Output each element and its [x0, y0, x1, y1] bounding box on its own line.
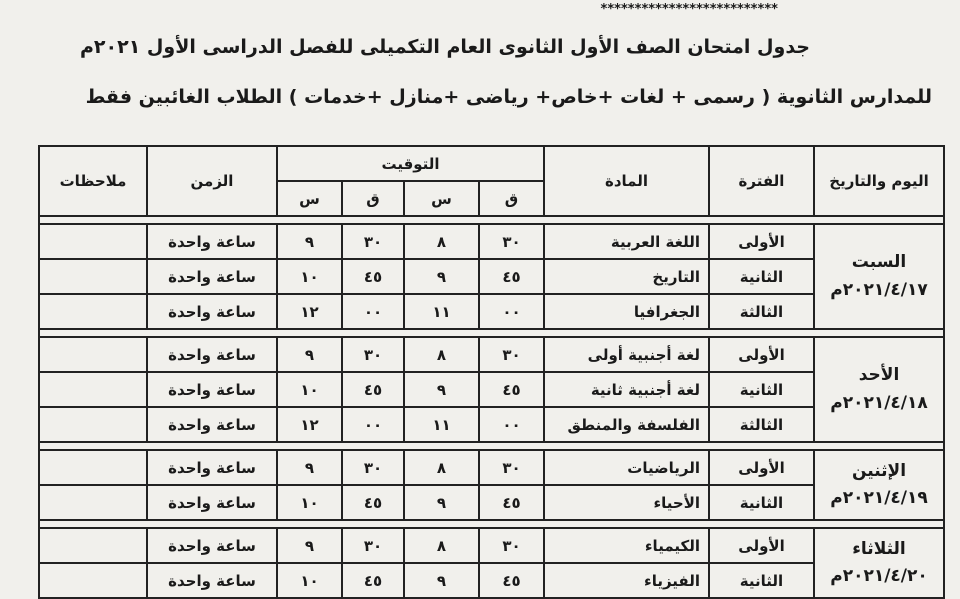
- minute-start-cell: ٤٥: [479, 563, 544, 598]
- header-day-date: اليوم والتاريخ: [814, 146, 944, 216]
- header-timing: التوقيت: [277, 146, 544, 181]
- hour-start-cell: ٨: [404, 337, 479, 372]
- hour-end-cell: ١٠: [277, 563, 342, 598]
- header-minute-start: ق: [479, 181, 544, 216]
- day-date: ٢٠٢١/٤/٢٠م: [830, 566, 928, 586]
- period-cell: الثالثة: [709, 407, 814, 442]
- hour-start-cell: ٩: [404, 372, 479, 407]
- notes-cell: [39, 294, 147, 329]
- subject-cell: الكيمياء: [544, 528, 709, 563]
- day-name: السبت: [851, 252, 907, 273]
- header-subject: المادة: [544, 146, 709, 216]
- table-row: [39, 337, 944, 372]
- minute-end-cell: ٤٥: [342, 563, 404, 598]
- notes-cell: [39, 450, 147, 485]
- minute-end-cell: ٤٥: [342, 372, 404, 407]
- subject-cell: الرياضيات: [544, 450, 709, 485]
- notes-cell: [39, 485, 147, 520]
- duration-cell: ساعة واحدة: [147, 528, 277, 563]
- duration-cell: ساعة واحدة: [147, 485, 277, 520]
- subject-cell: لغة أجنبية ثانية: [544, 372, 709, 407]
- day-name: الإثنين: [851, 460, 907, 481]
- notes-cell: [39, 563, 147, 598]
- table-row: [39, 294, 944, 329]
- duration-cell: ساعة واحدة: [147, 259, 277, 294]
- notes-cell: [39, 528, 147, 563]
- stars-line: **************************: [600, 2, 778, 17]
- day-date-cell: [814, 224, 944, 329]
- table-row: [39, 372, 944, 407]
- minute-end-cell: ٣٠: [342, 224, 404, 259]
- table-row: [39, 563, 944, 598]
- minute-end-cell: ٠٠: [342, 294, 404, 329]
- hour-end-cell: ٩: [277, 224, 342, 259]
- hour-start-cell: ٨: [404, 224, 479, 259]
- page-subtitle: للمدارس الثانوية ( رسمى + لغات +خاص+ رياضى +منازل +خدمات ) الطلاب الغائبين فقط: [85, 86, 932, 108]
- period-cell: الثالثة: [709, 294, 814, 329]
- header-hour-start: س: [404, 181, 479, 216]
- minute-start-cell: ٤٥: [479, 485, 544, 520]
- day-date-cell: [814, 528, 944, 598]
- notes-cell: [39, 224, 147, 259]
- minute-start-cell: ٣٠: [479, 224, 544, 259]
- hour-start-cell: ٩: [404, 259, 479, 294]
- minute-end-cell: ٠٠: [342, 407, 404, 442]
- hour-end-cell: ١٠: [277, 372, 342, 407]
- subject-cell: لغة أجنبية أولى: [544, 337, 709, 372]
- minute-start-cell: ٤٥: [479, 372, 544, 407]
- minute-start-cell: ٣٠: [479, 528, 544, 563]
- table-row: [39, 528, 944, 563]
- hour-end-cell: ١٠: [277, 259, 342, 294]
- duration-cell: ساعة واحدة: [147, 563, 277, 598]
- subject-cell: الأحياء: [544, 485, 709, 520]
- minute-end-cell: ٣٠: [342, 337, 404, 372]
- hour-end-cell: ٩: [277, 450, 342, 485]
- header-minute-end: ق: [342, 181, 404, 216]
- hour-end-cell: ١٢: [277, 407, 342, 442]
- minute-end-cell: ٣٠: [342, 450, 404, 485]
- duration-cell: ساعة واحدة: [147, 294, 277, 329]
- day-date: ٢٠٢١/٤/١٩م: [830, 488, 928, 508]
- hour-end-cell: ١٢: [277, 294, 342, 329]
- notes-cell: [39, 259, 147, 294]
- table-row: [39, 259, 944, 294]
- day-name: الثلاثاء: [852, 538, 906, 559]
- hour-start-cell: ٨: [404, 528, 479, 563]
- period-cell: الثانية: [709, 485, 814, 520]
- duration-cell: ساعة واحدة: [147, 407, 277, 442]
- day-date-cell: [814, 337, 944, 442]
- duration-cell: ساعة واحدة: [147, 337, 277, 372]
- period-cell: الثانية: [709, 372, 814, 407]
- subject-cell: الفيزياء: [544, 563, 709, 598]
- minute-start-cell: ٠٠: [479, 294, 544, 329]
- header-duration: الزمن: [147, 146, 277, 216]
- table-row: [39, 485, 944, 520]
- hour-end-cell: ٩: [277, 337, 342, 372]
- header-row: [39, 146, 944, 181]
- duration-cell: ساعة واحدة: [147, 450, 277, 485]
- subject-cell: اللغة العربية: [544, 224, 709, 259]
- subject-cell: الفلسفة والمنطق: [544, 407, 709, 442]
- header-period: الفترة: [709, 146, 814, 216]
- minute-end-cell: ٤٥: [342, 259, 404, 294]
- day-date: ٢٠٢١/٤/١٧م: [830, 279, 928, 300]
- hour-start-cell: ١١: [404, 294, 479, 329]
- hour-end-cell: ١٠: [277, 485, 342, 520]
- day-date-cell: [814, 450, 944, 520]
- period-cell: الأولى: [709, 450, 814, 485]
- period-cell: الأولى: [709, 337, 814, 372]
- hour-end-cell: ٩: [277, 528, 342, 563]
- notes-cell: [39, 407, 147, 442]
- period-cell: الثانية: [709, 563, 814, 598]
- minute-start-cell: ٣٠: [479, 337, 544, 372]
- minute-end-cell: ٤٥: [342, 485, 404, 520]
- day-date: ٢٠٢١/٤/١٨م: [830, 392, 928, 413]
- notes-cell: [39, 372, 147, 407]
- minute-start-cell: ٣٠: [479, 450, 544, 485]
- day-name: الأحد: [858, 365, 900, 386]
- hour-start-cell: ٩: [404, 563, 479, 598]
- period-cell: الثانية: [709, 259, 814, 294]
- hour-start-cell: ١١: [404, 407, 479, 442]
- minute-start-cell: ٤٥: [479, 259, 544, 294]
- table-row: [39, 450, 944, 485]
- duration-cell: ساعة واحدة: [147, 224, 277, 259]
- minute-end-cell: ٣٠: [342, 528, 404, 563]
- page-title: جدول امتحان الصف الأول الثانوى العام التكميلى للفصل الدراسى الأول ٢٠٢١م: [79, 36, 810, 58]
- table-row: [39, 224, 944, 259]
- subject-cell: الجغرافيا: [544, 294, 709, 329]
- subject-cell: التاريخ: [544, 259, 709, 294]
- hour-start-cell: ٩: [404, 485, 479, 520]
- exam-schedule-table: [38, 145, 945, 599]
- header-hour-end: س: [277, 181, 342, 216]
- period-cell: الأولى: [709, 528, 814, 563]
- header-notes: ملاحظات: [39, 146, 147, 216]
- duration-cell: ساعة واحدة: [147, 372, 277, 407]
- period-cell: الأولى: [709, 224, 814, 259]
- table-row: [39, 407, 944, 442]
- table-body: [39, 216, 944, 598]
- minute-start-cell: ٠٠: [479, 407, 544, 442]
- notes-cell: [39, 337, 147, 372]
- hour-start-cell: ٨: [404, 450, 479, 485]
